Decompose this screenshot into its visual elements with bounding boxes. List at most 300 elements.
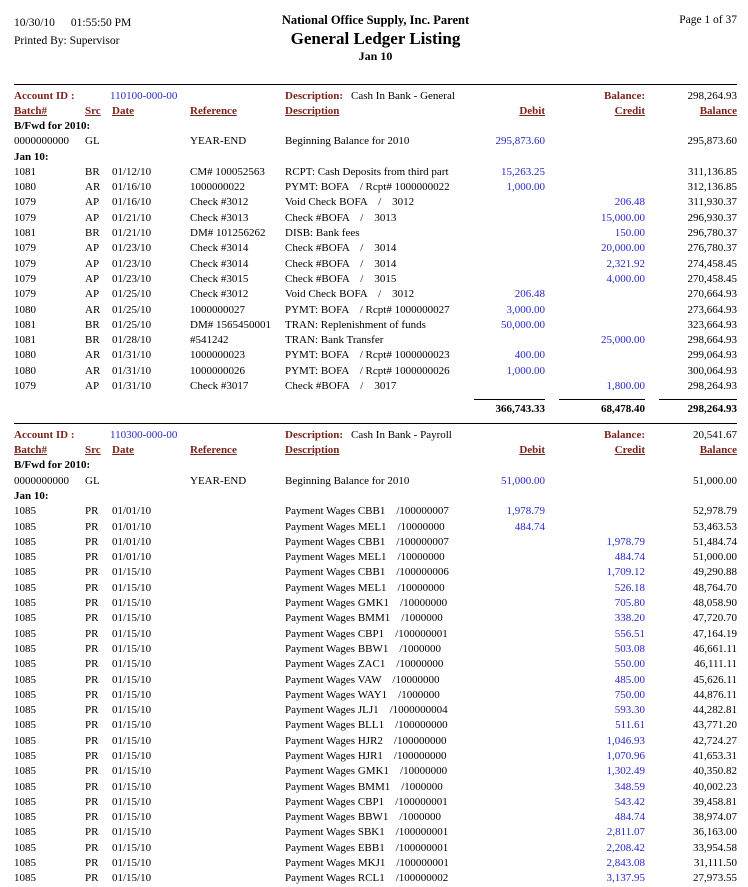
cell-date: 01/01/10: [112, 551, 152, 564]
cell-credit: [545, 303, 645, 318]
group-row: [14, 119, 737, 134]
total-balance: [645, 399, 737, 417]
cell-batch: 1085: [14, 734, 36, 747]
cell-batch: 1085: [14, 811, 36, 824]
printed-by: Printed By: Supervisor: [14, 35, 120, 47]
cell-batch: 1085: [14, 780, 36, 793]
account-id-label: Account ID :: [14, 90, 75, 102]
cell-batch: 1085: [14, 505, 36, 518]
ledger-row: [14, 841, 737, 856]
cell-date: 01/28/10: [112, 334, 152, 347]
balance-label: Balance:: [604, 429, 645, 442]
group-label: Jan 10:: [14, 489, 49, 502]
ledger-row: [14, 581, 737, 596]
cell-balance: 33,954.58: [693, 841, 737, 854]
cell-credit: [545, 520, 645, 535]
cell-debit: 3,000.00: [506, 303, 545, 316]
cell-date: 01/31/10: [112, 349, 152, 362]
cell-src: PR: [85, 841, 99, 854]
total-credit: [545, 399, 645, 417]
cell-balance: 53,463.53: [693, 520, 737, 533]
ledger-row: [14, 364, 737, 379]
page-number: Page 1 of 37: [679, 14, 737, 26]
cell-reference: [190, 841, 285, 856]
cell-balance: 44,876.11: [693, 688, 737, 701]
cell-debit: [460, 749, 545, 764]
cell-src: PR: [85, 627, 99, 640]
cell-debit: [460, 642, 545, 657]
cell-debit: 50,000.00: [501, 318, 545, 331]
cell-reference: Check #3012: [190, 196, 249, 209]
cell-debit: [460, 272, 545, 287]
cell-description: Beginning Balance for 2010: [285, 135, 410, 148]
col-batch: Batch#: [14, 444, 47, 457]
cell-description: Check #BOFA / 3015: [285, 272, 397, 285]
cell-debit: [460, 734, 545, 749]
ledger-row: [14, 856, 737, 871]
cell-date: 01/15/10: [112, 673, 152, 686]
cell-balance: 46,111.11: [694, 658, 737, 671]
account-id-group: [14, 427, 285, 443]
cell-src: PR: [85, 658, 99, 671]
cell-credit: 3,137.95: [606, 872, 645, 885]
cell-description: Payment Wages MEL1 /10000000: [285, 581, 445, 594]
description-label: Description:: [285, 90, 344, 102]
cell-src: PR: [85, 811, 99, 824]
cell-date: 01/15/10: [112, 642, 152, 655]
totals-row: [14, 399, 737, 417]
cell-batch: 1085: [14, 673, 36, 686]
company-name: National Office Supply, Inc. Parent: [281, 13, 470, 27]
cell-description: Payment Wages MEL1 /10000000: [285, 551, 445, 564]
cell-credit: 2,811.07: [606, 826, 645, 839]
group-label: B/Fwd for 2010:: [14, 120, 91, 132]
cell-reference: Check #3014: [190, 242, 249, 255]
cell-date: 01/15/10: [112, 612, 152, 625]
account-section-2: [14, 423, 737, 886]
cell-description: PYMT: BOFA / Rcpt# 1000000026: [285, 364, 450, 377]
cell-debit: [460, 764, 545, 779]
cell-src: GL: [85, 474, 100, 487]
col-balance: Balance: [699, 105, 737, 117]
cell-date: 01/15/10: [112, 627, 152, 640]
cell-debit: [460, 703, 545, 718]
ledger-row: [14, 226, 737, 241]
cell-batch: 1079: [14, 288, 36, 301]
cell-src: AP: [85, 288, 100, 301]
cell-balance: 47,720.70: [693, 612, 737, 625]
cell-date: 01/15/10: [112, 597, 152, 610]
cell-reference: 1000000023: [190, 349, 245, 362]
cell-date: 01/25/10: [112, 303, 152, 316]
cell-description: TRAN: Replenishment of funds: [285, 318, 426, 331]
col-description: Description: [285, 444, 340, 457]
cell-debit: [460, 795, 545, 810]
cell-credit: 25,000.00: [601, 334, 645, 347]
account-id-group: [14, 88, 285, 104]
cell-reference: [190, 657, 285, 672]
ledger-row: [14, 134, 737, 149]
cell-description: Payment Wages GMK1 /10000000: [285, 597, 448, 610]
cell-reference: Check #3013: [190, 211, 249, 224]
cell-balance: 44,282.81: [693, 704, 737, 717]
cell-balance: 48,764.70: [693, 581, 737, 594]
cell-description: Payment Wages BBW1 /1000000: [285, 642, 441, 655]
ledger-row: [14, 195, 737, 210]
cell-src: BR: [85, 318, 100, 331]
cell-balance: 276,780.37: [687, 242, 737, 255]
cell-balance: 45,626.11: [693, 673, 737, 686]
cell-batch: 1081: [14, 227, 36, 240]
cell-description: PYMT: BOFA / Rcpt# 1000000022: [285, 181, 450, 194]
cell-balance: 300,064.93: [687, 364, 737, 377]
cell-batch: 1080: [14, 364, 36, 377]
col-debit: Debit: [519, 444, 545, 457]
cell-reference: [190, 688, 285, 703]
col-src: Src: [85, 105, 101, 117]
cell-debit: [460, 581, 545, 596]
cell-description: Payment Wages CBB1 /100000006: [285, 566, 449, 579]
cell-debit: [460, 825, 545, 840]
col-date: Date: [112, 444, 134, 457]
ledger-row: [14, 565, 737, 580]
balance-label: Balance:: [604, 90, 645, 102]
cell-src: AR: [85, 364, 101, 377]
cell-balance: 39,458.81: [693, 795, 737, 808]
cell-batch: 1085: [14, 719, 36, 732]
cell-debit: [460, 241, 545, 256]
cell-debit: [460, 596, 545, 611]
cell-debit: 1,978.79: [506, 505, 545, 518]
account-description-value: Cash In Bank - General: [351, 90, 455, 102]
col-credit: Credit: [614, 444, 645, 457]
ledger-row: [14, 287, 737, 302]
cell-batch: 1085: [14, 612, 36, 625]
ledger-row: [14, 318, 737, 333]
description-label: Description:: [285, 429, 344, 442]
account-header-row: [14, 427, 737, 443]
cell-reference: [190, 718, 285, 733]
cell-balance: 38,974.07: [693, 811, 737, 824]
cell-reference: [190, 795, 285, 810]
cell-batch: 1085: [14, 826, 36, 839]
cell-credit: 206.48: [614, 196, 645, 209]
cell-src: PR: [85, 749, 99, 762]
cell-description: Payment Wages CBP1 /100000001: [285, 627, 448, 640]
cell-description: Check #BOFA / 3017: [285, 380, 397, 393]
cell-date: 01/15/10: [112, 826, 152, 839]
cell-batch: 1079: [14, 242, 36, 255]
cell-reference: [190, 565, 285, 580]
cell-balance: 299,064.93: [687, 349, 737, 362]
ledger-row: [14, 734, 737, 749]
cell-src: AP: [85, 196, 100, 209]
cell-batch: 1085: [14, 704, 36, 717]
account-id-label: Account ID :: [14, 429, 75, 442]
cell-description: Void Check BOFA / 3012: [285, 288, 415, 301]
cell-src: PR: [85, 688, 99, 701]
cell-credit: 2,208.42: [606, 841, 645, 854]
cell-batch: 1079: [14, 380, 36, 393]
cell-batch: 1085: [14, 551, 36, 564]
cell-date: 01/15/10: [112, 841, 152, 854]
cell-debit: [460, 688, 545, 703]
cell-debit: [460, 611, 545, 626]
cell-description: RCPT: Cash Deposits from third part: [285, 165, 449, 178]
cell-reference: CM# 100052563: [190, 165, 265, 178]
ledger-row: [14, 257, 737, 272]
cell-batch: 1080: [14, 181, 36, 194]
cell-batch: 0000000000: [14, 135, 69, 148]
col-credit: Credit: [614, 105, 645, 117]
cell-balance: 312,136.85: [687, 181, 737, 194]
cell-balance: 311,930.37: [687, 196, 737, 209]
ledger-row: [14, 211, 737, 226]
cell-reference: YEAR-END: [190, 135, 247, 148]
cell-description: Payment Wages HJR1 /100000000: [285, 749, 447, 762]
report-title: General Ledger Listing: [290, 29, 461, 48]
cell-credit: 15,000.00: [601, 211, 645, 224]
ledger-row: [14, 642, 737, 657]
cell-description: Payment Wages MKJ1 /100000001: [285, 857, 449, 870]
cell-credit: 503.08: [614, 642, 645, 655]
cell-reference: [190, 871, 285, 886]
group-row: [14, 150, 737, 165]
ledger-row: [14, 703, 737, 718]
ledger-row: [14, 303, 737, 318]
ledger-row: [14, 272, 737, 287]
cell-debit: [460, 257, 545, 272]
cell-description: Check #BOFA / 3013: [285, 211, 397, 224]
account-balance-value: 298,264.93: [687, 90, 737, 102]
cell-batch: 1081: [14, 334, 36, 347]
cell-reference: [190, 703, 285, 718]
cell-debit: 1,000.00: [506, 181, 545, 194]
cell-src: PR: [85, 551, 99, 564]
cell-batch: 1085: [14, 857, 36, 870]
col-batch: Batch#: [14, 105, 47, 117]
cell-reference: [190, 856, 285, 871]
cell-date: 01/12/10: [112, 165, 152, 178]
cell-balance: 36,163.00: [693, 826, 737, 839]
cell-batch: 1080: [14, 349, 36, 362]
col-balance: Balance: [699, 444, 737, 457]
cell-description: Payment Wages JLJ1 /1000000004: [285, 704, 448, 717]
ledger-row: [14, 688, 737, 703]
cell-credit: [545, 474, 645, 489]
cell-description: Void Check BOFA / 3012: [285, 196, 415, 209]
cell-src: PR: [85, 642, 99, 655]
cell-reference: [190, 596, 285, 611]
cell-src: PR: [85, 612, 99, 625]
cell-date: 01/15/10: [112, 581, 152, 594]
cell-debit: [460, 718, 545, 733]
ledger-row: [14, 504, 737, 519]
cell-description: Payment Wages EBB1 /100000001: [285, 841, 449, 854]
cell-src: PR: [85, 520, 99, 533]
cell-date: 01/15/10: [112, 734, 152, 747]
ledger-row: [14, 718, 737, 733]
group-label: B/Fwd for 2010:: [14, 459, 91, 472]
cell-credit: 550.00: [614, 658, 645, 671]
cell-balance: 43,771.20: [693, 719, 737, 732]
cell-reference: [190, 627, 285, 642]
cell-batch: 1085: [14, 642, 36, 655]
cell-reference: [190, 825, 285, 840]
cell-credit: [545, 180, 645, 195]
report-title-block: [14, 12, 737, 64]
cell-debit: 15,263.25: [501, 165, 545, 178]
cell-src: AP: [85, 211, 100, 224]
cell-description: Payment Wages GMK1 /10000000: [285, 765, 448, 778]
print-date: 10/30/10: [14, 17, 55, 29]
cell-reference: [190, 520, 285, 535]
cell-reference: DM# 1565450001: [190, 318, 271, 331]
ledger-row: [14, 596, 737, 611]
cell-batch: 1085: [14, 597, 36, 610]
cell-description: Payment Wages CBB1 /100000007: [285, 535, 449, 548]
cell-date: [112, 474, 190, 489]
cell-debit: [460, 657, 545, 672]
cell-balance: 27,973.55: [693, 872, 737, 885]
account-balance-value: 20,541.67: [693, 429, 737, 442]
cell-debit: [460, 856, 545, 871]
cell-reference: DM# 101256262: [190, 227, 266, 240]
cell-credit: 2,321.92: [606, 257, 645, 270]
account-id-value: 110100-000-00: [110, 90, 178, 102]
cell-reference: [190, 764, 285, 779]
cell-batch: 1079: [14, 211, 36, 224]
ledger-row: [14, 810, 737, 825]
cell-balance: 31,111.50: [693, 857, 737, 870]
cell-date: 01/23/10: [112, 242, 152, 255]
cell-debit: 484.74: [514, 520, 545, 533]
cell-reference: [190, 550, 285, 565]
cell-date: 01/15/10: [112, 765, 152, 778]
cell-credit: 484.74: [614, 551, 645, 564]
cell-balance: 40,350.82: [693, 765, 737, 778]
col-debit: Debit: [519, 105, 545, 117]
cell-credit: [545, 364, 645, 379]
cell-reference: 1000000027: [190, 303, 245, 316]
account-description-group: [285, 88, 545, 104]
cell-batch: 1085: [14, 749, 36, 762]
total-debit-value: 366,743.33: [474, 399, 545, 417]
cell-date: 01/15/10: [112, 749, 152, 762]
ledger-row: [14, 673, 737, 688]
cell-date: [112, 134, 190, 149]
cell-credit: 20,000.00: [601, 242, 645, 255]
cell-date: 01/23/10: [112, 257, 152, 270]
column-header-row: [14, 443, 737, 458]
cell-reference: [190, 673, 285, 688]
cell-batch: 1085: [14, 627, 36, 640]
cell-debit: [460, 780, 545, 795]
cell-balance: 296,930.37: [687, 211, 737, 224]
ledger-row: [14, 241, 737, 256]
cell-date: 01/15/10: [112, 872, 152, 885]
cell-debit: [460, 673, 545, 688]
cell-debit: [460, 333, 545, 348]
cell-balance: 51,484.74: [693, 535, 737, 548]
cell-debit: [460, 535, 545, 550]
cell-credit: 484.74: [614, 811, 645, 824]
account-description-value: Cash In Bank - Payroll: [351, 429, 452, 442]
cell-date: 01/31/10: [112, 364, 152, 377]
cell-balance: 52,978.79: [693, 505, 737, 518]
cell-src: PR: [85, 505, 99, 518]
cell-batch: 1085: [14, 872, 36, 885]
cell-description: Payment Wages VAW /10000000: [285, 673, 440, 686]
cell-credit: [545, 318, 645, 333]
cell-balance: 323,664.93: [687, 318, 737, 331]
cell-debit: [460, 810, 545, 825]
cell-date: 01/01/10: [112, 520, 152, 533]
group-row: [14, 489, 737, 504]
cell-credit: 1,046.93: [606, 734, 645, 747]
cell-credit: 543.42: [614, 795, 645, 808]
cell-balance: 49,290.88: [693, 566, 737, 579]
cell-date: 01/15/10: [112, 795, 152, 808]
cell-balance: 40,002.23: [693, 780, 737, 793]
cell-debit: [460, 841, 545, 856]
cell-date: 01/01/10: [112, 535, 152, 548]
cell-credit: 4,000.00: [606, 272, 645, 285]
total-credit-value: 68,478.40: [559, 399, 645, 417]
cell-date: 01/21/10: [112, 211, 152, 224]
cell-balance: 270,664.93: [687, 288, 737, 301]
cell-date: 01/16/10: [112, 196, 152, 209]
cell-description: PYMT: BOFA / Rcpt# 1000000027: [285, 303, 450, 316]
cell-balance: 296,780.37: [687, 227, 737, 240]
cell-description: Payment Wages WAY1 /1000000: [285, 688, 440, 701]
totals-spacer: [14, 399, 460, 417]
group-row: [14, 458, 737, 473]
cell-src: PR: [85, 795, 99, 808]
cell-balance: 47,164.19: [693, 627, 737, 640]
cell-debit: [460, 195, 545, 210]
cell-credit: 1,978.79: [606, 535, 645, 548]
cell-batch: 1085: [14, 795, 36, 808]
cell-credit: 526.18: [614, 581, 645, 594]
ledger-row: [14, 333, 737, 348]
cell-debit: 51,000.00: [501, 474, 545, 487]
ledger-row: [14, 825, 737, 840]
cell-date: 01/25/10: [112, 318, 152, 331]
cell-batch: 1079: [14, 257, 36, 270]
cell-debit: [460, 871, 545, 886]
ledger-row: [14, 795, 737, 810]
cell-batch: 1085: [14, 581, 36, 594]
cell-balance: 295,873.60: [687, 135, 737, 148]
cell-balance: 298,264.93: [687, 380, 737, 393]
cell-balance: 51,000.00: [693, 474, 737, 487]
cell-credit: [545, 134, 645, 149]
cell-reference: Check #3012: [190, 288, 249, 301]
cell-date: 01/15/10: [112, 566, 152, 579]
cell-balance: 42,724.27: [693, 734, 737, 747]
ledger-row: [14, 520, 737, 535]
cell-batch: 0000000000: [14, 474, 69, 487]
cell-description: Payment Wages BMM1 /1000000: [285, 612, 443, 625]
cell-batch: 1079: [14, 196, 36, 209]
ledger-row: [14, 474, 737, 489]
total-balance-value: 298,264.93: [659, 399, 737, 417]
cell-src: AR: [85, 181, 101, 194]
cell-src: AP: [85, 242, 100, 255]
cell-description: Payment Wages BMM1 /1000000: [285, 780, 443, 793]
cell-balance: 298,664.93: [687, 334, 737, 347]
